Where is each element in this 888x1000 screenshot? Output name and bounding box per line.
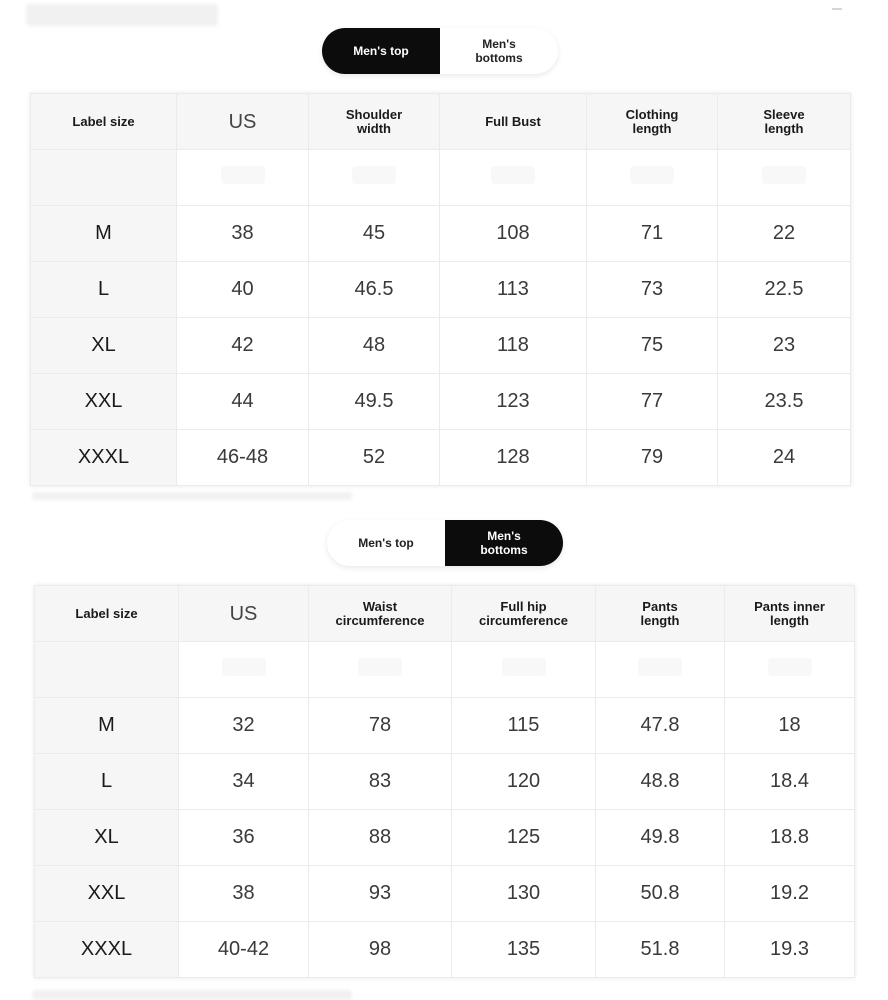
cell-pants-length: 47.8 [596,698,725,754]
table-header-row [35,586,855,642]
blank-cell [35,642,179,698]
cell-hip: 135 [452,922,596,978]
cell-us: 32 [179,698,309,754]
cell-full-bust: 123 [440,374,587,430]
blank-cell [31,150,177,206]
cell-us: 44 [177,374,309,430]
tab-mens-bottoms[interactable]: Men's bottoms [475,37,523,65]
size-label: L [31,262,177,318]
cell-shoulder-width: 46.5 [309,262,440,318]
table-row [31,318,851,374]
size-label: XXL [35,866,179,922]
header-pants-inner-length: Pants inner length [725,586,855,642]
cell-shoulder-width: 48 [309,318,440,374]
tops-size-table [30,93,851,486]
cell-sleeve-length: 23.5 [718,374,851,430]
size-label: L [35,754,179,810]
tab-mens-top[interactable]: Men's top [322,28,440,74]
cell-waist: 98 [309,922,452,978]
tab-mens-bottoms[interactable]: Men's bottoms [445,520,563,566]
cell-waist: 93 [309,866,452,922]
header-shoulder-width: Shoulder width [309,94,440,150]
table-row [31,374,851,430]
cell-shoulder-width: 52 [309,430,440,486]
cell-sleeve-length: 24 [718,430,851,486]
cell-us: 38 [179,866,309,922]
blank-row [35,642,855,698]
blank-cell [177,150,309,206]
blank-cell [309,642,452,698]
header-us: US [177,94,309,150]
cell-clothing-length: 75 [587,318,718,374]
size-category-toggle-tops [322,28,558,74]
cell-pants-inner-length: 18 [725,698,855,754]
blank-cell [179,642,309,698]
blank-cell [452,642,596,698]
table-row [35,698,855,754]
cell-clothing-length: 71 [587,206,718,262]
cell-us: 38 [177,206,309,262]
corner-mark [832,8,842,10]
size-label: XXXL [35,922,179,978]
cell-us: 40-42 [179,922,309,978]
cell-us: 42 [177,318,309,374]
cell-pants-inner-length: 19.2 [725,866,855,922]
cell-full-bust: 108 [440,206,587,262]
blank-cell [440,150,587,206]
cell-pants-length: 48.8 [596,754,725,810]
cell-clothing-length: 77 [587,374,718,430]
header-clothing-length: Clothing length [587,94,718,150]
size-label: XL [35,810,179,866]
cell-full-bust: 128 [440,430,587,486]
cell-shoulder-width: 45 [309,206,440,262]
table-header-row [31,94,851,150]
size-label: XL [31,318,177,374]
cell-sleeve-length: 22.5 [718,262,851,318]
blurred-caption-middle [32,492,352,500]
header-label-size: Label size [31,94,177,150]
blurred-caption-top [26,4,218,26]
cell-pants-length: 49.8 [596,810,725,866]
blank-cell [725,642,855,698]
cell-hip: 125 [452,810,596,866]
table-row [31,262,851,318]
header-full-hip-circumference: Full hip circumference [452,586,596,642]
header-us: US [179,586,309,642]
bottoms-size-table [34,585,855,978]
cell-pants-inner-length: 18.4 [725,754,855,810]
cell-hip: 130 [452,866,596,922]
cell-us: 46-48 [177,430,309,486]
cell-pants-length: 51.8 [596,922,725,978]
table-row [35,866,855,922]
table-row [35,754,855,810]
cell-us: 36 [179,810,309,866]
blank-cell [596,642,725,698]
table-row [31,430,851,486]
size-label: M [31,206,177,262]
cell-waist: 83 [309,754,452,810]
table-row [35,810,855,866]
cell-shoulder-width: 49.5 [309,374,440,430]
blurred-caption-bottom [32,990,352,1000]
header-label-size: Label size [35,586,179,642]
header-pants-length: Pants length [596,586,725,642]
blank-row [31,150,851,206]
header-sleeve-length: Sleeve length [718,94,851,150]
blank-cell [718,150,851,206]
table-row [35,922,855,978]
cell-sleeve-length: 23 [718,318,851,374]
cell-sleeve-length: 22 [718,206,851,262]
cell-full-bust: 113 [440,262,587,318]
cell-clothing-length: 79 [587,430,718,486]
size-category-toggle-bottoms [327,520,563,566]
cell-clothing-length: 73 [587,262,718,318]
cell-hip: 120 [452,754,596,810]
tab-mens-top[interactable]: Men's top [358,536,414,550]
cell-full-bust: 118 [440,318,587,374]
size-label: XXL [31,374,177,430]
cell-pants-inner-length: 18.8 [725,810,855,866]
table-row [31,206,851,262]
header-full-bust: Full Bust [440,94,587,150]
cell-hip: 115 [452,698,596,754]
blank-cell [587,150,718,206]
cell-pants-inner-length: 19.3 [725,922,855,978]
cell-pants-length: 50.8 [596,866,725,922]
size-label: M [35,698,179,754]
cell-us: 40 [177,262,309,318]
cell-waist: 88 [309,810,452,866]
blank-cell [309,150,440,206]
header-waist-circumference: Waist circumference [309,586,452,642]
cell-waist: 78 [309,698,452,754]
size-label: XXXL [31,430,177,486]
cell-us: 34 [179,754,309,810]
